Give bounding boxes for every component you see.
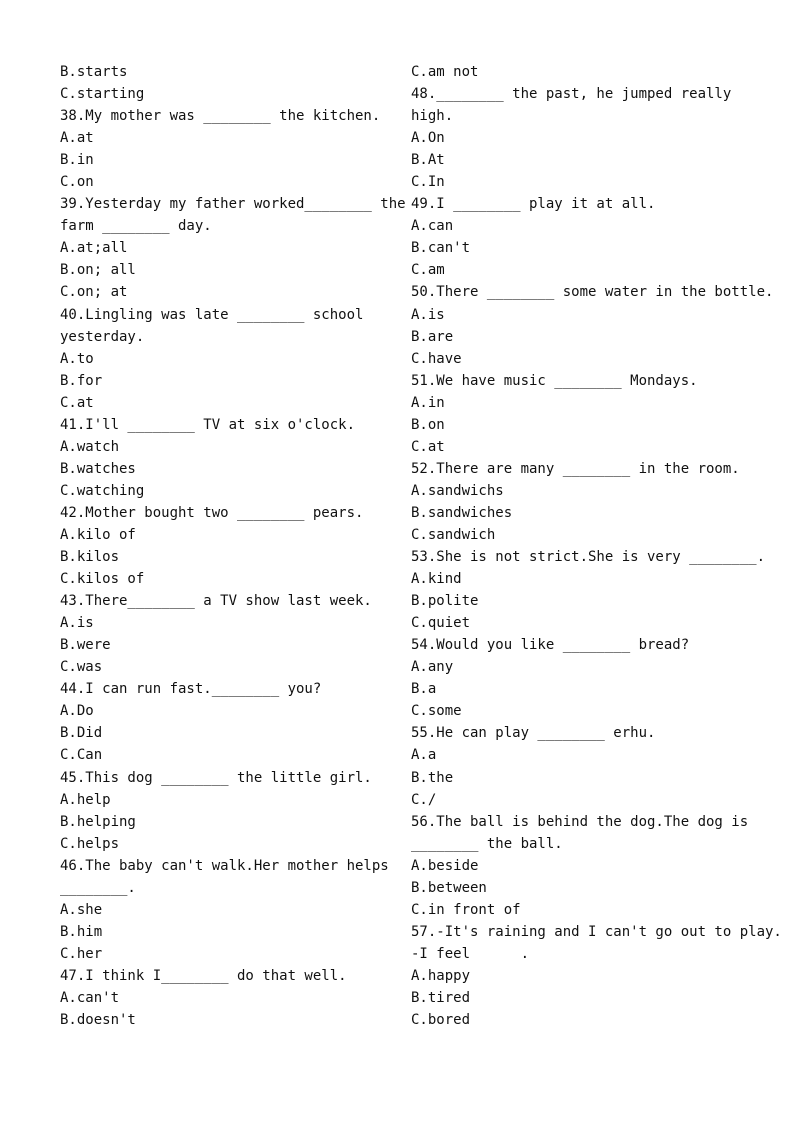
text-line: B.are bbox=[411, 328, 454, 345]
text-line: A.sandwichs bbox=[411, 482, 504, 499]
text-line: C.at bbox=[411, 438, 445, 455]
text-line: B.polite bbox=[411, 593, 479, 610]
text-line: A.is bbox=[411, 306, 445, 323]
text-line: 43.There________ a TV show last week. bbox=[60, 593, 372, 610]
text-line: -I feel . bbox=[411, 945, 530, 962]
text-line: C.Can bbox=[60, 747, 103, 764]
text-line: B.in bbox=[60, 152, 94, 169]
text-line: A.she bbox=[60, 901, 103, 918]
text-line: A.to bbox=[60, 350, 94, 367]
text-line: B.Did bbox=[60, 725, 103, 742]
text-line: C.kilos of bbox=[60, 571, 145, 588]
text-line: 42.Mother bought two ________ pears. bbox=[60, 504, 364, 521]
text-line: yesterday. bbox=[60, 328, 145, 345]
text-line: farm ________ day. bbox=[60, 218, 212, 235]
text-line: C.on; at bbox=[60, 284, 128, 301]
text-line: A.in bbox=[411, 394, 445, 411]
text-line: A.is bbox=[60, 615, 94, 632]
text-line: A.help bbox=[60, 791, 111, 808]
text-line: 52.There are many ________ in the room. bbox=[411, 460, 740, 477]
text-line: C.at bbox=[60, 394, 94, 411]
text-line: A.at;all bbox=[60, 240, 128, 257]
text-line: B.on; all bbox=[60, 262, 136, 279]
text-line: B.can't bbox=[411, 240, 471, 257]
text-line: B.between bbox=[411, 879, 487, 896]
text-line: B.helping bbox=[60, 813, 136, 830]
text-line: 50.There ________ some water in the bottle. bbox=[411, 284, 774, 301]
text-line: C.some bbox=[411, 703, 462, 720]
text-line: B.were bbox=[60, 637, 111, 654]
text-line: 38.My mother was ________ the kitchen. bbox=[60, 108, 381, 125]
text-line: A.Do bbox=[60, 703, 94, 720]
text-line: A.kind bbox=[411, 571, 462, 588]
text-line: B.on bbox=[411, 416, 445, 433]
text-line: C.have bbox=[411, 350, 462, 367]
text-line: 40.Lingling was late ________ school bbox=[60, 306, 364, 323]
text-line: 46.The baby can't walk.Her mother helps bbox=[60, 857, 389, 874]
text-line: B.At bbox=[411, 152, 445, 169]
text-line: C.helps bbox=[60, 835, 120, 852]
text-line: ________ the ball. bbox=[411, 835, 563, 852]
text-line: A.watch bbox=[60, 438, 120, 455]
text-line: B.for bbox=[60, 372, 103, 389]
text-line: 41.I'll ________ TV at six o'clock. bbox=[60, 416, 356, 433]
text-line: 44.I can run fast.________ you? bbox=[60, 681, 322, 698]
text-line: C.In bbox=[411, 174, 445, 191]
text-line: 57.-It's raining and I can't go out to play. bbox=[411, 923, 782, 940]
text-line: C.sandwich bbox=[411, 526, 496, 543]
text-line: C.on bbox=[60, 174, 94, 191]
text-line: C.watching bbox=[60, 482, 145, 499]
text-line: A.beside bbox=[411, 857, 479, 874]
text-line: B.starts bbox=[60, 64, 128, 80]
text-line: B.kilos bbox=[60, 549, 120, 566]
text-line: C.quiet bbox=[411, 615, 471, 632]
text-line: A.can't bbox=[60, 989, 120, 1006]
text-line: B.watches bbox=[60, 460, 136, 477]
text-line: A.a bbox=[411, 747, 437, 764]
text-line: 45.This dog ________ the little girl. bbox=[60, 769, 372, 786]
text-line: A.kilo of bbox=[60, 526, 136, 543]
text-line: A.any bbox=[411, 659, 454, 676]
text-line: ________. bbox=[60, 879, 136, 896]
text-line: A.happy bbox=[411, 967, 471, 984]
text-line: C.am not bbox=[411, 64, 479, 80]
text-line: 47.I think I________ do that well. bbox=[60, 967, 347, 984]
text-line: C.in front of bbox=[411, 901, 521, 918]
text-line: 53.She is not strict.She is very ________. bbox=[411, 549, 766, 566]
text-line: B.sandwiches bbox=[411, 504, 513, 521]
text-line: C./ bbox=[411, 791, 437, 808]
text-line: B.him bbox=[60, 923, 103, 940]
text-line: B.the bbox=[411, 769, 454, 786]
text-line: 39.Yesterday my father worked________ the bbox=[60, 196, 406, 213]
text-line: A.On bbox=[411, 130, 445, 147]
text-line: 48.________ the past, he jumped really bbox=[411, 86, 732, 103]
right-column bbox=[411, 61, 782, 1031]
text-line: B.a bbox=[411, 681, 437, 698]
text-line: 55.He can play ________ erhu. bbox=[411, 725, 656, 742]
text-line: B.doesn't bbox=[60, 1012, 136, 1029]
text-line: A.can bbox=[411, 218, 454, 235]
text-line: C.was bbox=[60, 659, 103, 676]
text-line: C.am bbox=[411, 262, 445, 279]
text-line: 54.Would you like ________ bread? bbox=[411, 637, 690, 654]
text-line: C.her bbox=[60, 945, 103, 962]
text-line: A.at bbox=[60, 130, 94, 147]
text-line: B.tired bbox=[411, 989, 471, 1006]
text-line: C.starting bbox=[60, 86, 145, 103]
text-line: 56.The ball is behind the dog.The dog is bbox=[411, 813, 749, 830]
left-column bbox=[60, 61, 406, 1031]
text-line: 51.We have music ________ Mondays. bbox=[411, 372, 698, 389]
text-line: 49.I ________ play it at all. bbox=[411, 196, 656, 213]
text-line: high. bbox=[411, 108, 454, 125]
text-line: C.bored bbox=[411, 1012, 471, 1029]
